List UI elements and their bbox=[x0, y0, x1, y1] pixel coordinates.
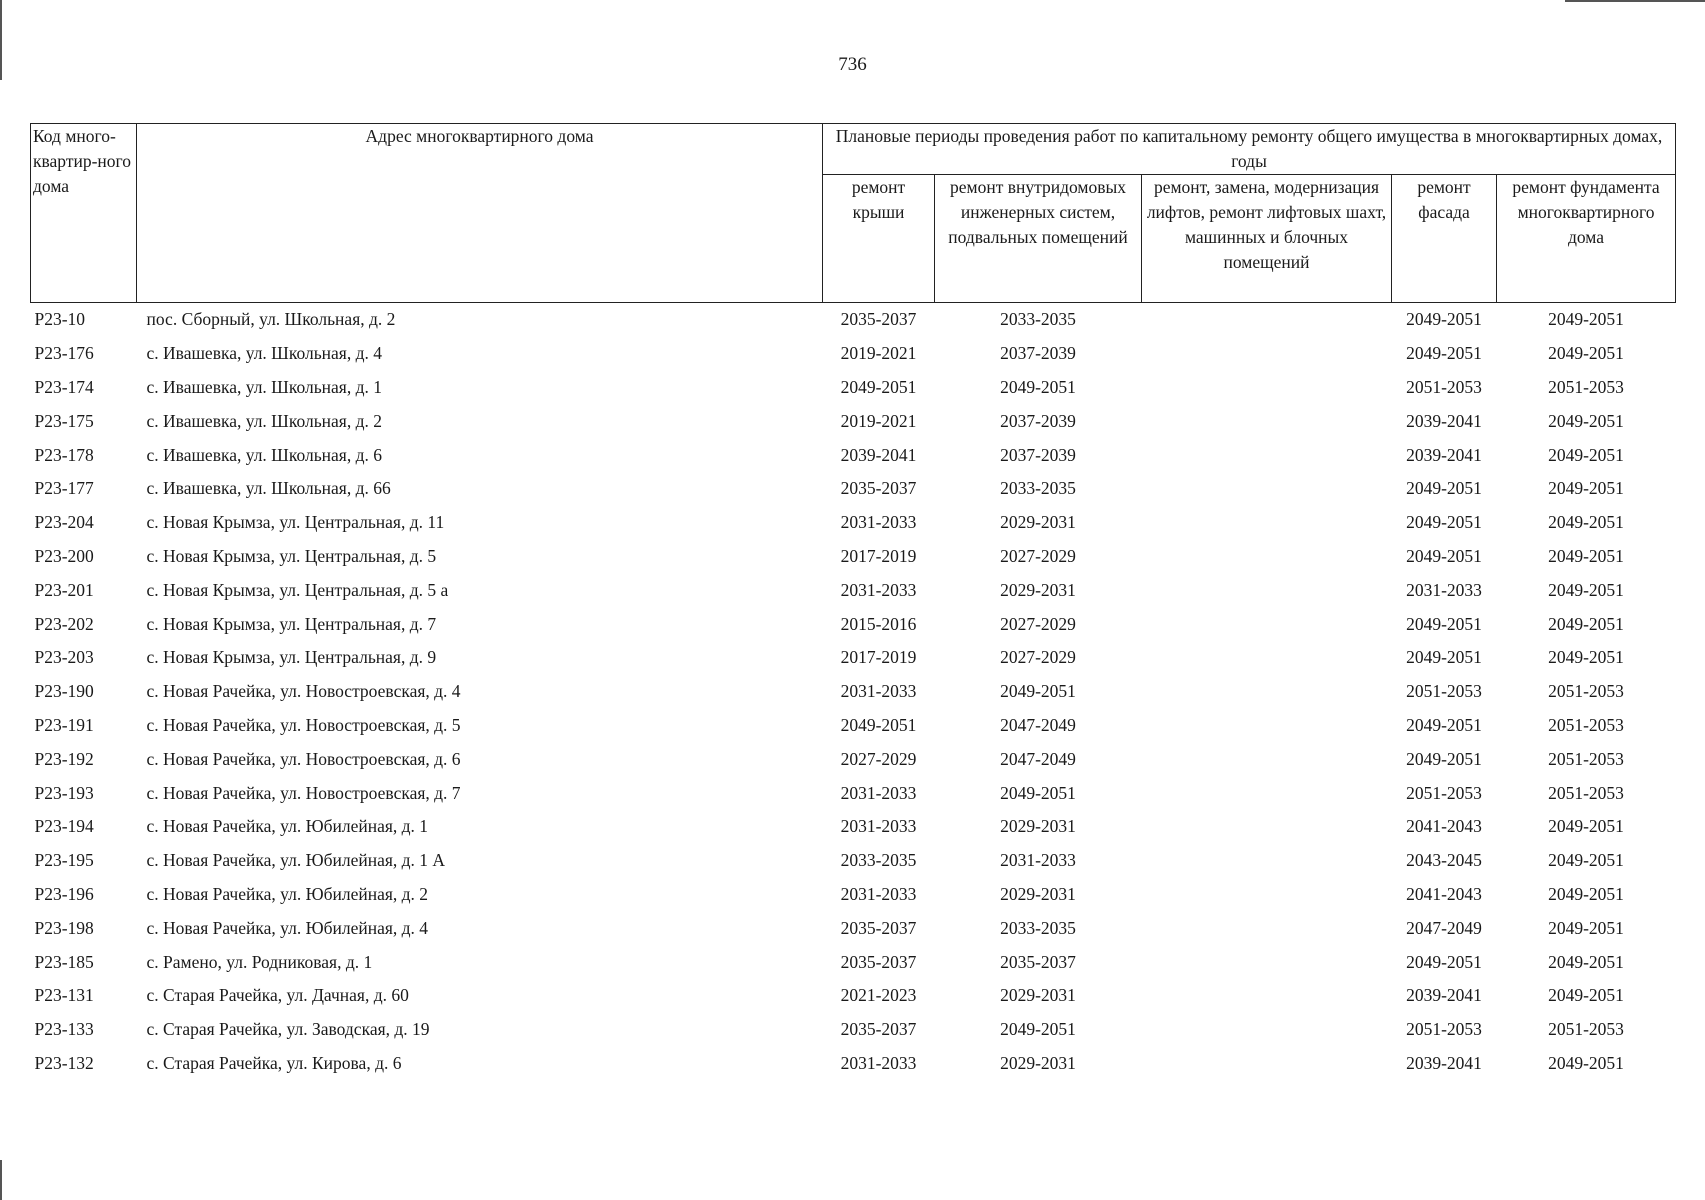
cell-lift bbox=[1142, 911, 1392, 945]
cell-roof: 2019-2021 bbox=[840, 343, 917, 364]
cell-foundation: 2049-2051 bbox=[1548, 579, 1624, 600]
cell-code: P23-132 bbox=[34, 1052, 94, 1073]
cell-address: с. Ивашевка, ул. Школьная, д. 1 bbox=[146, 376, 383, 397]
cell-roof: 2031-2033 bbox=[840, 512, 917, 533]
cell-lift bbox=[1142, 337, 1392, 371]
cell-lift bbox=[1142, 303, 1392, 337]
cell-facade: 2051-2053 bbox=[1406, 782, 1482, 803]
cell-engineering: 2027-2029 bbox=[1000, 647, 1076, 668]
cell-facade: 2049-2051 bbox=[1406, 512, 1482, 533]
table-header bbox=[31, 124, 1676, 303]
cell-address: с. Ивашевка, ул. Школьная, д. 6 bbox=[146, 444, 383, 465]
cell-code: P23-203 bbox=[34, 647, 94, 668]
cell-foundation: 2049-2051 bbox=[1548, 951, 1624, 972]
cell-lift bbox=[1142, 810, 1392, 844]
table-row bbox=[31, 844, 1676, 878]
cell-roof: 2033-2035 bbox=[840, 850, 917, 871]
cell-engineering: 2029-2031 bbox=[1000, 579, 1076, 600]
cell-code: P23-200 bbox=[34, 545, 94, 566]
cell-code: P23-10 bbox=[34, 309, 86, 330]
cell-code: P23-191 bbox=[34, 714, 94, 735]
cell-address: с. Ивашевка, ул. Школьная, д. 66 bbox=[146, 478, 391, 499]
cell-lift bbox=[1142, 607, 1392, 641]
cell-address: пос. Сборный, ул. Школьная, д. 2 bbox=[146, 309, 396, 330]
cell-foundation: 2049-2051 bbox=[1548, 647, 1624, 668]
cell-code: P23-177 bbox=[34, 478, 94, 499]
cell-lift bbox=[1142, 675, 1392, 709]
cell-facade: 2041-2043 bbox=[1406, 816, 1482, 837]
header-engineering: ремонт внутридомовых инженерных систем, подвальных помещений bbox=[935, 175, 1142, 303]
cell-roof: 2031-2033 bbox=[840, 681, 917, 702]
header-code: Код много-квартир-ного дома bbox=[31, 124, 137, 303]
cell-address: с. Новая Крымза, ул. Центральная, д. 7 bbox=[146, 613, 437, 634]
table-row bbox=[31, 810, 1676, 844]
cell-engineering: 2037-2039 bbox=[1000, 444, 1076, 465]
cell-engineering: 2029-2031 bbox=[1000, 512, 1076, 533]
cell-lift bbox=[1142, 472, 1392, 506]
cell-engineering: 2029-2031 bbox=[1000, 816, 1076, 837]
table-row bbox=[31, 607, 1676, 641]
cell-address: с. Новая Рачейка, ул. Новостроевская, д. 5 bbox=[146, 714, 461, 735]
cell-facade: 2049-2051 bbox=[1406, 478, 1482, 499]
cell-roof: 2027-2029 bbox=[840, 748, 917, 769]
cell-facade: 2049-2051 bbox=[1406, 714, 1482, 735]
cell-code: P23-202 bbox=[34, 613, 94, 634]
top-right-edge-mark bbox=[1565, 0, 1705, 2]
cell-facade: 2051-2053 bbox=[1406, 376, 1482, 397]
cell-foundation: 2049-2051 bbox=[1548, 613, 1624, 634]
cell-roof: 2039-2041 bbox=[840, 444, 917, 465]
cell-address: с. Старая Рачейка, ул. Заводская, д. 19 bbox=[146, 1019, 430, 1040]
cell-facade: 2049-2051 bbox=[1406, 343, 1482, 364]
table-row bbox=[31, 337, 1676, 371]
table-row bbox=[31, 1013, 1676, 1047]
cell-engineering: 2037-2039 bbox=[1000, 343, 1076, 364]
cell-lift bbox=[1142, 709, 1392, 743]
cell-foundation: 2049-2051 bbox=[1548, 410, 1624, 431]
cell-facade: 2049-2051 bbox=[1406, 748, 1482, 769]
cell-code: P23-194 bbox=[34, 816, 94, 837]
cell-foundation: 2051-2053 bbox=[1548, 376, 1624, 397]
header-facade: ремонт фасада bbox=[1392, 175, 1497, 303]
table-row bbox=[31, 776, 1676, 810]
cell-facade: 2049-2051 bbox=[1406, 951, 1482, 972]
cell-address: с. Новая Рачейка, ул. Юбилейная, д. 2 bbox=[146, 883, 429, 904]
cell-code: P23-176 bbox=[34, 343, 94, 364]
cell-code: P23-201 bbox=[34, 579, 94, 600]
table-row bbox=[31, 979, 1676, 1013]
cell-engineering: 2035-2037 bbox=[1000, 951, 1076, 972]
cell-foundation: 2051-2053 bbox=[1548, 748, 1624, 769]
cell-roof: 2049-2051 bbox=[840, 714, 917, 735]
cell-foundation: 2049-2051 bbox=[1548, 545, 1624, 566]
table-row bbox=[31, 911, 1676, 945]
cell-foundation: 2051-2053 bbox=[1548, 782, 1624, 803]
table-row bbox=[31, 472, 1676, 506]
cell-foundation: 2049-2051 bbox=[1548, 512, 1624, 533]
cell-lift bbox=[1142, 540, 1392, 574]
cell-roof: 2031-2033 bbox=[840, 1052, 917, 1073]
cell-code: P23-131 bbox=[34, 985, 94, 1006]
cell-engineering: 2029-2031 bbox=[1000, 1052, 1076, 1073]
cell-foundation: 2049-2051 bbox=[1548, 883, 1624, 904]
cell-address: с. Новая Крымза, ул. Центральная, д. 9 bbox=[146, 647, 437, 668]
page-number: 736 bbox=[838, 54, 867, 75]
cell-address: с. Новая Рачейка, ул. Новостроевская, д. 7 bbox=[146, 782, 461, 803]
cell-roof: 2019-2021 bbox=[840, 410, 917, 431]
table-row bbox=[31, 641, 1676, 675]
cell-foundation: 2049-2051 bbox=[1548, 816, 1624, 837]
table-row bbox=[31, 303, 1676, 337]
table-row bbox=[31, 742, 1676, 776]
cell-code: P23-193 bbox=[34, 782, 94, 803]
cell-lift bbox=[1142, 742, 1392, 776]
cell-roof: 2049-2051 bbox=[840, 376, 917, 397]
cell-address: с. Ивашевка, ул. Школьная, д. 2 bbox=[146, 410, 383, 431]
cell-foundation: 2051-2053 bbox=[1548, 1019, 1624, 1040]
cell-facade: 2049-2051 bbox=[1406, 613, 1482, 634]
cell-foundation: 2051-2053 bbox=[1548, 714, 1624, 735]
cell-foundation: 2051-2053 bbox=[1548, 681, 1624, 702]
cell-code: P23-192 bbox=[34, 748, 94, 769]
cell-lift bbox=[1142, 1047, 1392, 1081]
cell-roof: 2035-2037 bbox=[840, 478, 917, 499]
table-row bbox=[31, 506, 1676, 540]
cell-lift bbox=[1142, 979, 1392, 1013]
table-row bbox=[31, 709, 1676, 743]
cell-address: с. Старая Рачейка, ул. Кирова, д. 6 bbox=[146, 1052, 402, 1073]
cell-foundation: 2049-2051 bbox=[1548, 917, 1624, 938]
table-row bbox=[31, 878, 1676, 912]
cell-lift bbox=[1142, 506, 1392, 540]
cell-address: с. Новая Рачейка, ул. Новостроевская, д. 6 bbox=[146, 748, 461, 769]
cell-roof: 2035-2037 bbox=[840, 917, 917, 938]
cell-lift bbox=[1142, 573, 1392, 607]
cell-roof: 2015-2016 bbox=[840, 613, 917, 634]
cell-address: с. Новая Рачейка, ул. Новостроевская, д. 4 bbox=[146, 681, 461, 702]
cell-code: P23-133 bbox=[34, 1019, 94, 1040]
cell-roof: 2017-2019 bbox=[840, 647, 917, 668]
cell-foundation: 2049-2051 bbox=[1548, 478, 1624, 499]
cell-engineering: 2047-2049 bbox=[1000, 714, 1076, 735]
cell-foundation: 2049-2051 bbox=[1548, 343, 1624, 364]
cell-lift bbox=[1142, 404, 1392, 438]
cell-engineering: 2033-2035 bbox=[1000, 917, 1076, 938]
table-body bbox=[31, 303, 1676, 1081]
table-row bbox=[31, 573, 1676, 607]
cell-engineering: 2049-2051 bbox=[1000, 376, 1076, 397]
cell-roof: 2035-2037 bbox=[840, 1019, 917, 1040]
cell-engineering: 2049-2051 bbox=[1000, 681, 1076, 702]
cell-engineering: 2027-2029 bbox=[1000, 613, 1076, 634]
cell-address: с. Новая Крымза, ул. Центральная, д. 5 а bbox=[146, 579, 449, 600]
cell-code: P23-178 bbox=[34, 444, 94, 465]
cell-roof: 2035-2037 bbox=[840, 309, 917, 330]
left-bottom-edge-mark bbox=[0, 1160, 2, 1200]
cell-roof: 2031-2033 bbox=[840, 816, 917, 837]
table-row bbox=[31, 1047, 1676, 1081]
cell-roof: 2035-2037 bbox=[840, 951, 917, 972]
cell-facade: 2031-2033 bbox=[1406, 579, 1482, 600]
cell-lift bbox=[1142, 1013, 1392, 1047]
cell-engineering: 2033-2035 bbox=[1000, 478, 1076, 499]
cell-facade: 2043-2045 bbox=[1406, 850, 1482, 871]
cell-address: с. Новая Крымза, ул. Центральная, д. 5 bbox=[146, 545, 437, 566]
cell-facade: 2039-2041 bbox=[1406, 444, 1482, 465]
cell-roof: 2021-2023 bbox=[840, 985, 917, 1006]
cell-lift bbox=[1142, 438, 1392, 472]
cell-engineering: 2029-2031 bbox=[1000, 883, 1076, 904]
table-row bbox=[31, 371, 1676, 405]
cell-engineering: 2031-2033 bbox=[1000, 850, 1076, 871]
cell-engineering: 2047-2049 bbox=[1000, 748, 1076, 769]
cell-address: с. Новая Рачейка, ул. Юбилейная, д. 1 А bbox=[146, 850, 446, 871]
cell-facade: 2049-2051 bbox=[1406, 647, 1482, 668]
cell-engineering: 2049-2051 bbox=[1000, 782, 1076, 803]
cell-lift bbox=[1142, 641, 1392, 675]
table-row bbox=[31, 438, 1676, 472]
cell-lift bbox=[1142, 878, 1392, 912]
cell-code: P23-195 bbox=[34, 850, 94, 871]
cell-engineering: 2029-2031 bbox=[1000, 985, 1076, 1006]
cell-roof: 2031-2033 bbox=[840, 782, 917, 803]
table-row bbox=[31, 945, 1676, 979]
cell-roof: 2031-2033 bbox=[840, 579, 917, 600]
cell-lift bbox=[1142, 776, 1392, 810]
cell-code: P23-174 bbox=[34, 376, 94, 397]
cell-code: P23-190 bbox=[34, 681, 94, 702]
cell-address: с. Новая Рачейка, ул. Юбилейная, д. 1 bbox=[146, 816, 429, 837]
repair-schedule-table bbox=[30, 123, 1676, 1080]
table-row bbox=[31, 675, 1676, 709]
table-row bbox=[31, 540, 1676, 574]
cell-roof: 2017-2019 bbox=[840, 545, 917, 566]
cell-engineering: 2027-2029 bbox=[1000, 545, 1076, 566]
cell-facade: 2049-2051 bbox=[1406, 309, 1482, 330]
cell-address: с. Новая Крымза, ул. Центральная, д. 11 bbox=[146, 512, 445, 533]
header-planned-periods: Плановые периоды проведения работ по капитальному ремонту общего имущества в многоквартирных домах, годы bbox=[823, 124, 1676, 175]
cell-address: с. Старая Рачейка, ул. Дачная, д. 60 bbox=[146, 985, 409, 1006]
cell-facade: 2051-2053 bbox=[1406, 681, 1482, 702]
cell-address: с. Ивашевка, ул. Школьная, д. 4 bbox=[146, 343, 383, 364]
cell-lift bbox=[1142, 371, 1392, 405]
cell-lift bbox=[1142, 945, 1392, 979]
cell-engineering: 2049-2051 bbox=[1000, 1019, 1076, 1040]
header-lift: ремонт, замена, модернизация лифтов, ремонт лифтовых шахт, машинных и блочных помещений bbox=[1142, 175, 1392, 303]
cell-code: P23-204 bbox=[34, 512, 94, 533]
cell-foundation: 2049-2051 bbox=[1548, 850, 1624, 871]
header-foundation: ремонт фундамента многоквартирного дома bbox=[1497, 175, 1676, 303]
header-roof: ремонт крыши bbox=[823, 175, 935, 303]
cell-facade: 2039-2041 bbox=[1406, 1052, 1482, 1073]
header-address: Адрес многоквартирного дома bbox=[137, 124, 823, 303]
cell-address: с. Новая Рачейка, ул. Юбилейная, д. 4 bbox=[146, 917, 429, 938]
cell-foundation: 2049-2051 bbox=[1548, 985, 1624, 1006]
cell-facade: 2047-2049 bbox=[1406, 917, 1482, 938]
cell-facade: 2051-2053 bbox=[1406, 1019, 1482, 1040]
cell-facade: 2041-2043 bbox=[1406, 883, 1482, 904]
cell-foundation: 2049-2051 bbox=[1548, 309, 1624, 330]
cell-code: P23-198 bbox=[34, 917, 94, 938]
cell-address: с. Рамено, ул. Родниковая, д. 1 bbox=[146, 951, 373, 972]
cell-facade: 2049-2051 bbox=[1406, 545, 1482, 566]
cell-roof: 2031-2033 bbox=[840, 883, 917, 904]
cell-code: P23-185 bbox=[34, 951, 94, 972]
cell-foundation: 2049-2051 bbox=[1548, 1052, 1624, 1073]
table-row bbox=[31, 404, 1676, 438]
cell-foundation: 2049-2051 bbox=[1548, 444, 1624, 465]
cell-lift bbox=[1142, 844, 1392, 878]
cell-code: P23-175 bbox=[34, 410, 94, 431]
cell-facade: 2039-2041 bbox=[1406, 985, 1482, 1006]
cell-engineering: 2037-2039 bbox=[1000, 410, 1076, 431]
cell-code: P23-196 bbox=[34, 883, 94, 904]
cell-engineering: 2033-2035 bbox=[1000, 309, 1076, 330]
cell-facade: 2039-2041 bbox=[1406, 410, 1482, 431]
